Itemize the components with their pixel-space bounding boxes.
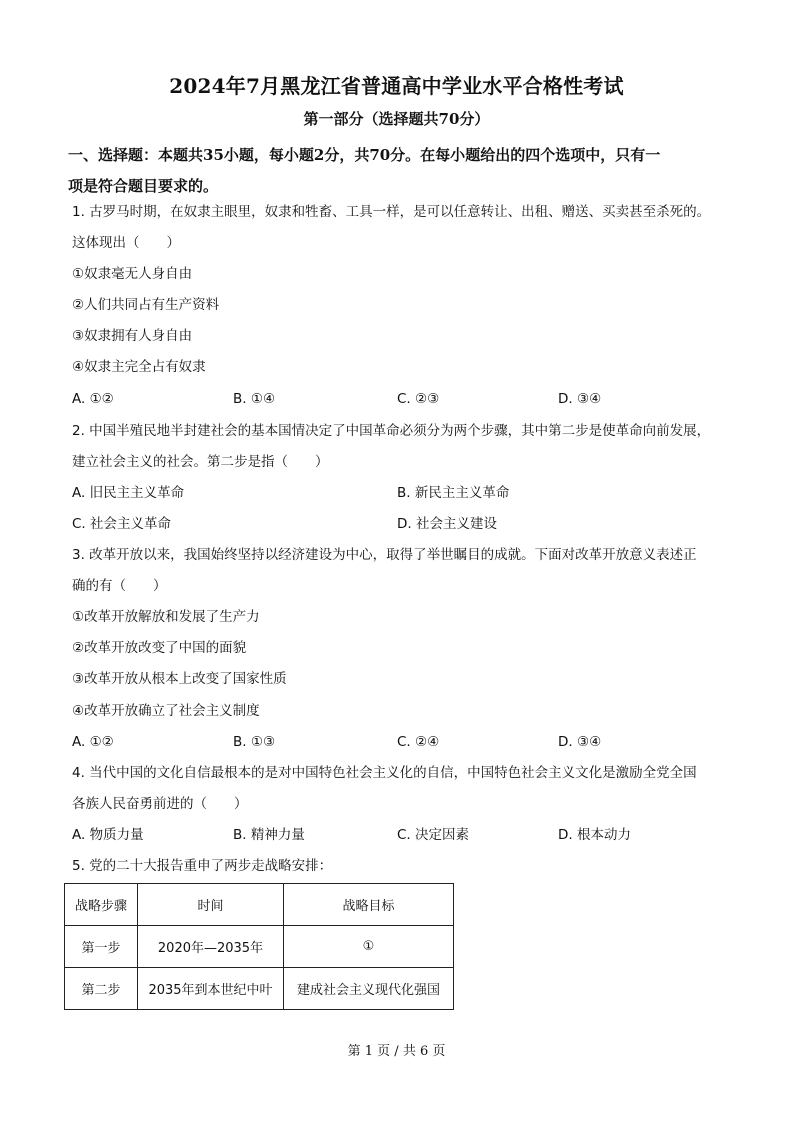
section-instruction-line2: 项是符合题目要求的。 xyxy=(68,177,219,195)
question-5-stem: 5. 党的二十大报告重申了两步走战略安排： xyxy=(72,858,333,874)
table-row xyxy=(65,968,454,1010)
table-cell: 2020年—2035年 xyxy=(138,926,284,968)
question-3-option-d[interactable]: D. ③④ xyxy=(558,734,602,750)
table-cell: 第一步 xyxy=(65,926,138,968)
question-2-stem-line1: 2. 中国半殖民地半封建社会的基本国情决定了中国革命必须分为两个步骤，其中第二步是使革命向前发展， xyxy=(72,423,711,439)
question-3-statement-3: ③改革开放从根本上改变了国家性质 xyxy=(72,671,287,687)
table-cell: 第二步 xyxy=(65,968,138,1010)
part-heading: 第一部分（选择题共70分） xyxy=(303,110,490,128)
question-1-statement-2: ②人们共同占有生产资料 xyxy=(72,297,220,313)
question-4-option-d[interactable]: D. 根本动力 xyxy=(558,827,631,843)
section-instruction-line1: 一、选择题：本题共35小题，每小题2分，共70分。在每小题给出的四个选项中，只有一 xyxy=(68,146,661,164)
question-3-statement-1: ①改革开放解放和发展了生产力 xyxy=(72,609,260,625)
question-3-option-b[interactable]: B. ①③ xyxy=(233,734,276,750)
table-header-cell: 战略步骤 xyxy=(65,884,138,926)
table-header-row xyxy=(65,884,454,926)
question-4-stem-line1: 4. 当代中国的文化自信最根本的是对中国特色社会主义化的自信，中国特色社会主义文化是激励全党全国 xyxy=(72,765,697,781)
table-cell: 建成社会主义现代化强国 xyxy=(284,968,454,1010)
table-header-cell: 时间 xyxy=(138,884,284,926)
question-1-option-c[interactable]: C. ②③ xyxy=(397,391,440,407)
question-2-option-d[interactable]: D. 社会主义建设 xyxy=(397,516,497,532)
question-2-option-c[interactable]: C. 社会主义革命 xyxy=(72,516,172,532)
section-instruction xyxy=(68,140,728,202)
question-1-stem-line2: 这体现出（ ） xyxy=(72,235,180,251)
question-3-option-c[interactable]: C. ②④ xyxy=(397,734,440,750)
question-4-option-b[interactable]: B. 精神力量 xyxy=(233,827,305,843)
question-2-stem-line2: 建立社会主义的社会。第二步是指（ ） xyxy=(72,454,329,470)
question-4-stem-line2: 各族人民奋勇前进的（ ） xyxy=(72,796,248,812)
question-3-option-a[interactable]: A. ①② xyxy=(72,734,114,750)
question-2-option-a[interactable]: A. 旧民主主义革命 xyxy=(72,485,185,501)
question-1-option-d[interactable]: D. ③④ xyxy=(558,391,602,407)
table-cell: 2035年到本世纪中叶 xyxy=(138,968,284,1010)
table-header-cell: 战略目标 xyxy=(284,884,454,926)
question-1-stem-line1: 1. 古罗马时期，在奴隶主眼里，奴隶和牲畜、工具一样，是可以任意转让、出租、赠送、买卖甚至杀死的。 xyxy=(72,204,711,220)
question-2-option-b[interactable]: B. 新民主主义革命 xyxy=(397,485,510,501)
strategy-table xyxy=(64,883,454,1010)
table-row xyxy=(65,926,454,968)
exam-title: 2024年7月黑龙江省普通高中学业水平合格性考试 xyxy=(169,74,624,98)
question-1-statement-3: ③奴隶拥有人身自由 xyxy=(72,328,193,344)
question-1-option-b[interactable]: B. ①④ xyxy=(233,391,276,407)
page-indicator: 第 1 页 / 共 6 页 xyxy=(347,1044,446,1059)
question-1-option-a[interactable]: A. ①② xyxy=(72,391,114,407)
question-3-statement-4: ④改革开放确立了社会主义制度 xyxy=(72,703,260,719)
question-3-statement-2: ②改革开放改变了中国的面貌 xyxy=(72,640,247,656)
question-4-option-a[interactable]: A. 物质力量 xyxy=(72,827,144,843)
question-3-stem-line1: 3. 改革开放以来，我国始终坚持以经济建设为中心，取得了举世瞩目的成就。下面对改革开放意义表述正 xyxy=(72,547,697,563)
question-1-statement-4: ④奴隶主完全占有奴隶 xyxy=(72,359,206,375)
table-cell: ① xyxy=(284,926,454,968)
question-4-option-c[interactable]: C. 决定因素 xyxy=(397,827,470,843)
question-1-statement-1: ①奴隶毫无人身自由 xyxy=(72,266,193,282)
question-3-stem-line2: 确的有（ ） xyxy=(72,578,167,594)
